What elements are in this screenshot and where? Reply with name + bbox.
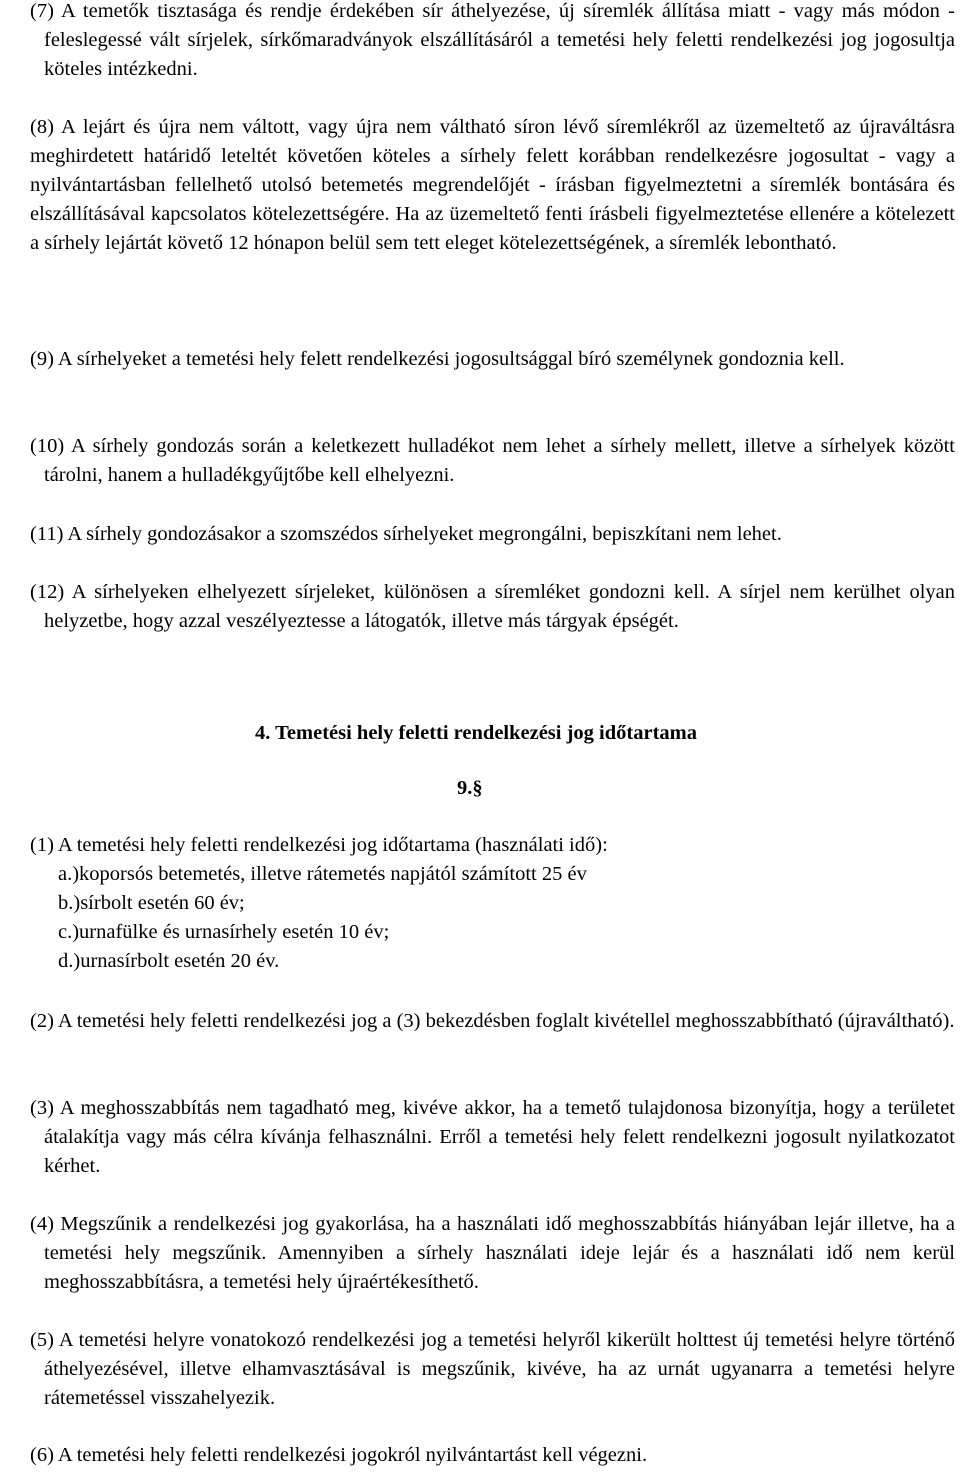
section9-paragraph-4: (4) Megszűnik a rendelkezési jog gyakorlása, ha a használati idő meghosszabbítás hiányában lejár illetve, ha a temetési hely megszűnik. Amennyiben a sírhely használati ideje lejár és a használati idő nem kerül meghosszabbításra, a temetési hely újraértékesíthető.	[30, 1213, 955, 1293]
paragraph-12: (12) A sírhelyeken elhelyezett sírjeleket, különösen a síremléket gondozni kell. A sírjel nem kerülhet olyan helyzetbe, hogy azzal veszélyeztesse a látogatók, illetve más tárgyak épségét.	[30, 581, 955, 632]
paragraph-11: (11) A sírhely gondozásakor a szomszédos sírhelyeket megrongálni, bepiszkítani nem lehet.	[30, 523, 782, 545]
list-item-b: b.)sírbolt esetén 60 év;	[58, 892, 245, 914]
section9-paragraph-2: (2) A temetési hely feletti rendelkezési jog a (3) bekezdésben foglalt kivétellel meghosszabbítható (újraváltható).	[30, 1010, 955, 1032]
section-number: 9.§	[457, 777, 483, 799]
section9-paragraph-1-intro: (1) A temetési hely feletti rendelkezési jog időtartama (használati idő):	[30, 834, 608, 856]
paragraph-10: (10) A sírhely gondozás során a keletkezett hulladékot nem lehet a sírhely mellett, illetve a sírhelyek között tárolni, hanem a hulladékgyűjtőbe kell elhelyezni.	[30, 435, 955, 486]
section9-paragraph-3: (3) A meghosszabbítás nem tagadható meg, kivéve akkor, ha a temető tulajdonosa bizonyítja, hogy a területet átalakítja vagy más célra kívánja felhasználni. Erről a temetési hely felett rendelkezni jogosult nyilatkozatot kérhet.	[30, 1097, 955, 1177]
list-item-d: d.)urnasírbolt esetén 20 év.	[58, 950, 280, 972]
section-heading	[0, 719, 960, 748]
paragraph-7: (7) A temetők tisztasága és rendje érdekében sír áthelyezése, új síremlék állítása miatt - vagy más módon - feleslegessé vált sírjelek, sírkőmaradványok elszállításáról a temetési hely feletti rendelkezési jog jogosultja köteles intézkedni.	[30, 0, 955, 80]
section-heading-text: 4. Temetési hely feletti rendelkezési jog időtartama	[255, 722, 697, 744]
section9-paragraph-6: (6) A temetési hely feletti rendelkezési jogokról nyilvántartást kell végezni.	[30, 1444, 648, 1466]
section9-paragraph-5: (5) A temetési helyre vonatokozó rendelkezési jog a temetési helyről kikerült holttest új temetési helyre történő áthelyezésével, illetve elhamvasztásával is megszűnik, kivéve, ha az urnát ugyanarra a temetési helyre rátemetéssel visszahelyezik.	[30, 1329, 955, 1409]
list-item-a: a.)koporsós betemetés, illetve rátemetés napjától számított 25 év	[58, 863, 587, 885]
list-item-c: c.)urnafülke és urnasírhely esetén 10 év;	[58, 921, 390, 943]
paragraph-9: (9) A sírhelyeket a temetési hely felett rendelkezési jogosultsággal bíró személynek gondoznia kell.	[30, 348, 845, 370]
paragraph-8: (8) A lejárt és újra nem váltott, vagy újra nem váltható síron lévő síremlékről az üzemeltető az újraváltásra meghirdetett határidő leteltét követően köteles a sírhely felett korábban rendelkezésre jogosultat - vagy a nyilvántartásban fellelhető utolsó betemetés megrendelőjét - írásban figyelmeztetni a síremlék bontására és elszállításával kapcsolatos kötelezettségére. Ha az üzemeltető fenti írásbeli figyelmeztetése ellenére a kötelezett a sírhely lejártát követő 12 hónapon belül sem tett eleget kötelezettségének, a síremlék lebontható.	[30, 116, 955, 254]
